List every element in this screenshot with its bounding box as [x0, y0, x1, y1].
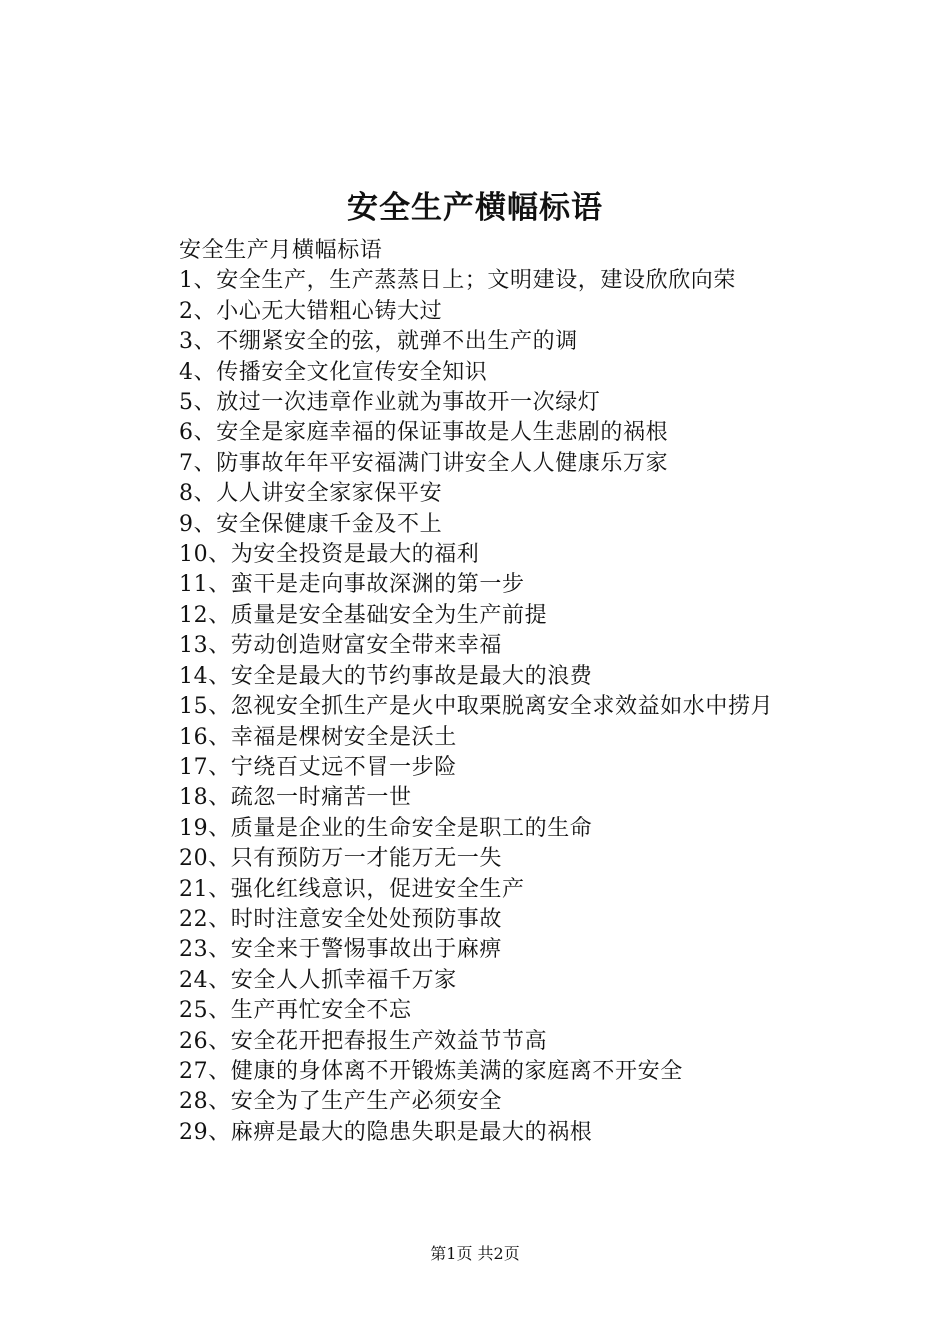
slogan-item-13: 13、劳动创造财富安全带来幸福 — [179, 633, 502, 659]
slogan-item-16: 16、幸福是棵树安全是沃土 — [179, 724, 457, 750]
slogan-item-4: 4、传播安全文化宣传安全知识 — [179, 359, 488, 385]
slogan-item-18: 18、疏忽一时痛苦一世 — [179, 785, 412, 811]
subtitle-line: 安全生产月横幅标语 — [179, 238, 383, 263]
slogan-item-27: 27、健康的身体离不开锻炼美满的家庭离不开安全 — [179, 1058, 683, 1084]
slogan-item-17: 17、宁绕百丈远不冒一步险 — [179, 754, 457, 780]
slogan-item-10: 10、为安全投资是最大的福利 — [179, 542, 480, 568]
document-body — [128, 236, 838, 1148]
slogan-item-14: 14、安全是最大的节约事故是最大的浪费 — [179, 663, 593, 689]
slogan-item-24: 24、安全人人抓幸福千万家 — [179, 967, 457, 993]
slogan-item-2: 2、小心无大错粗心铸大过 — [179, 298, 443, 324]
slogan-item-15: 15、忽视安全抓生产是火中取栗脱离安全求效益如水中捞月 — [179, 694, 774, 720]
slogan-item-23: 23、安全来于警惕事故出于麻痹 — [179, 937, 502, 963]
slogan-item-6: 6、安全是家庭幸福的保证事故是人生悲剧的祸根 — [179, 420, 669, 446]
document-title: 安全生产横幅标语 — [347, 190, 603, 226]
slogan-item-7: 7、防事故年年平安福满门讲安全人人健康乐万家 — [179, 450, 669, 476]
slogan-item-1: 1、安全生产，生产蒸蒸日上；文明建设，建设欣欣向荣 — [179, 268, 736, 294]
slogan-item-21: 21、强化红线意识，促进安全生产 — [179, 876, 525, 902]
slogan-item-28: 28、安全为了生产生产必须安全 — [179, 1089, 502, 1115]
slogan-item-8: 8、人人讲安全家家保平安 — [179, 481, 443, 507]
slogan-item-20: 20、只有预防万一才能万无一失 — [179, 846, 502, 872]
slogan-item-29: 29、麻痹是最大的隐患失职是最大的祸根 — [179, 1119, 593, 1145]
slogan-item-3: 3、不绷紧安全的弦，就弹不出生产的调 — [179, 329, 578, 355]
slogan-item-5: 5、放过一次违章作业就为事故开一次绿灯 — [179, 390, 601, 416]
slogan-item-26: 26、安全花开把春报生产效益节节高 — [179, 1028, 548, 1054]
slogan-item-25: 25、生产再忙安全不忘 — [179, 998, 412, 1024]
slogan-item-22: 22、时时注意安全处处预防事故 — [179, 906, 502, 932]
slogan-item-11: 11、蛮干是走向事故深渊的第一步 — [179, 572, 525, 598]
slogan-item-9: 9、安全保健康千金及不上 — [179, 511, 443, 537]
page-footer: 第1页 共2页 — [430, 1244, 520, 1263]
slogan-item-19: 19、质量是企业的生命安全是职工的生命 — [179, 815, 593, 841]
slogan-item-12: 12、质量是安全基础安全为生产前提 — [179, 602, 548, 628]
